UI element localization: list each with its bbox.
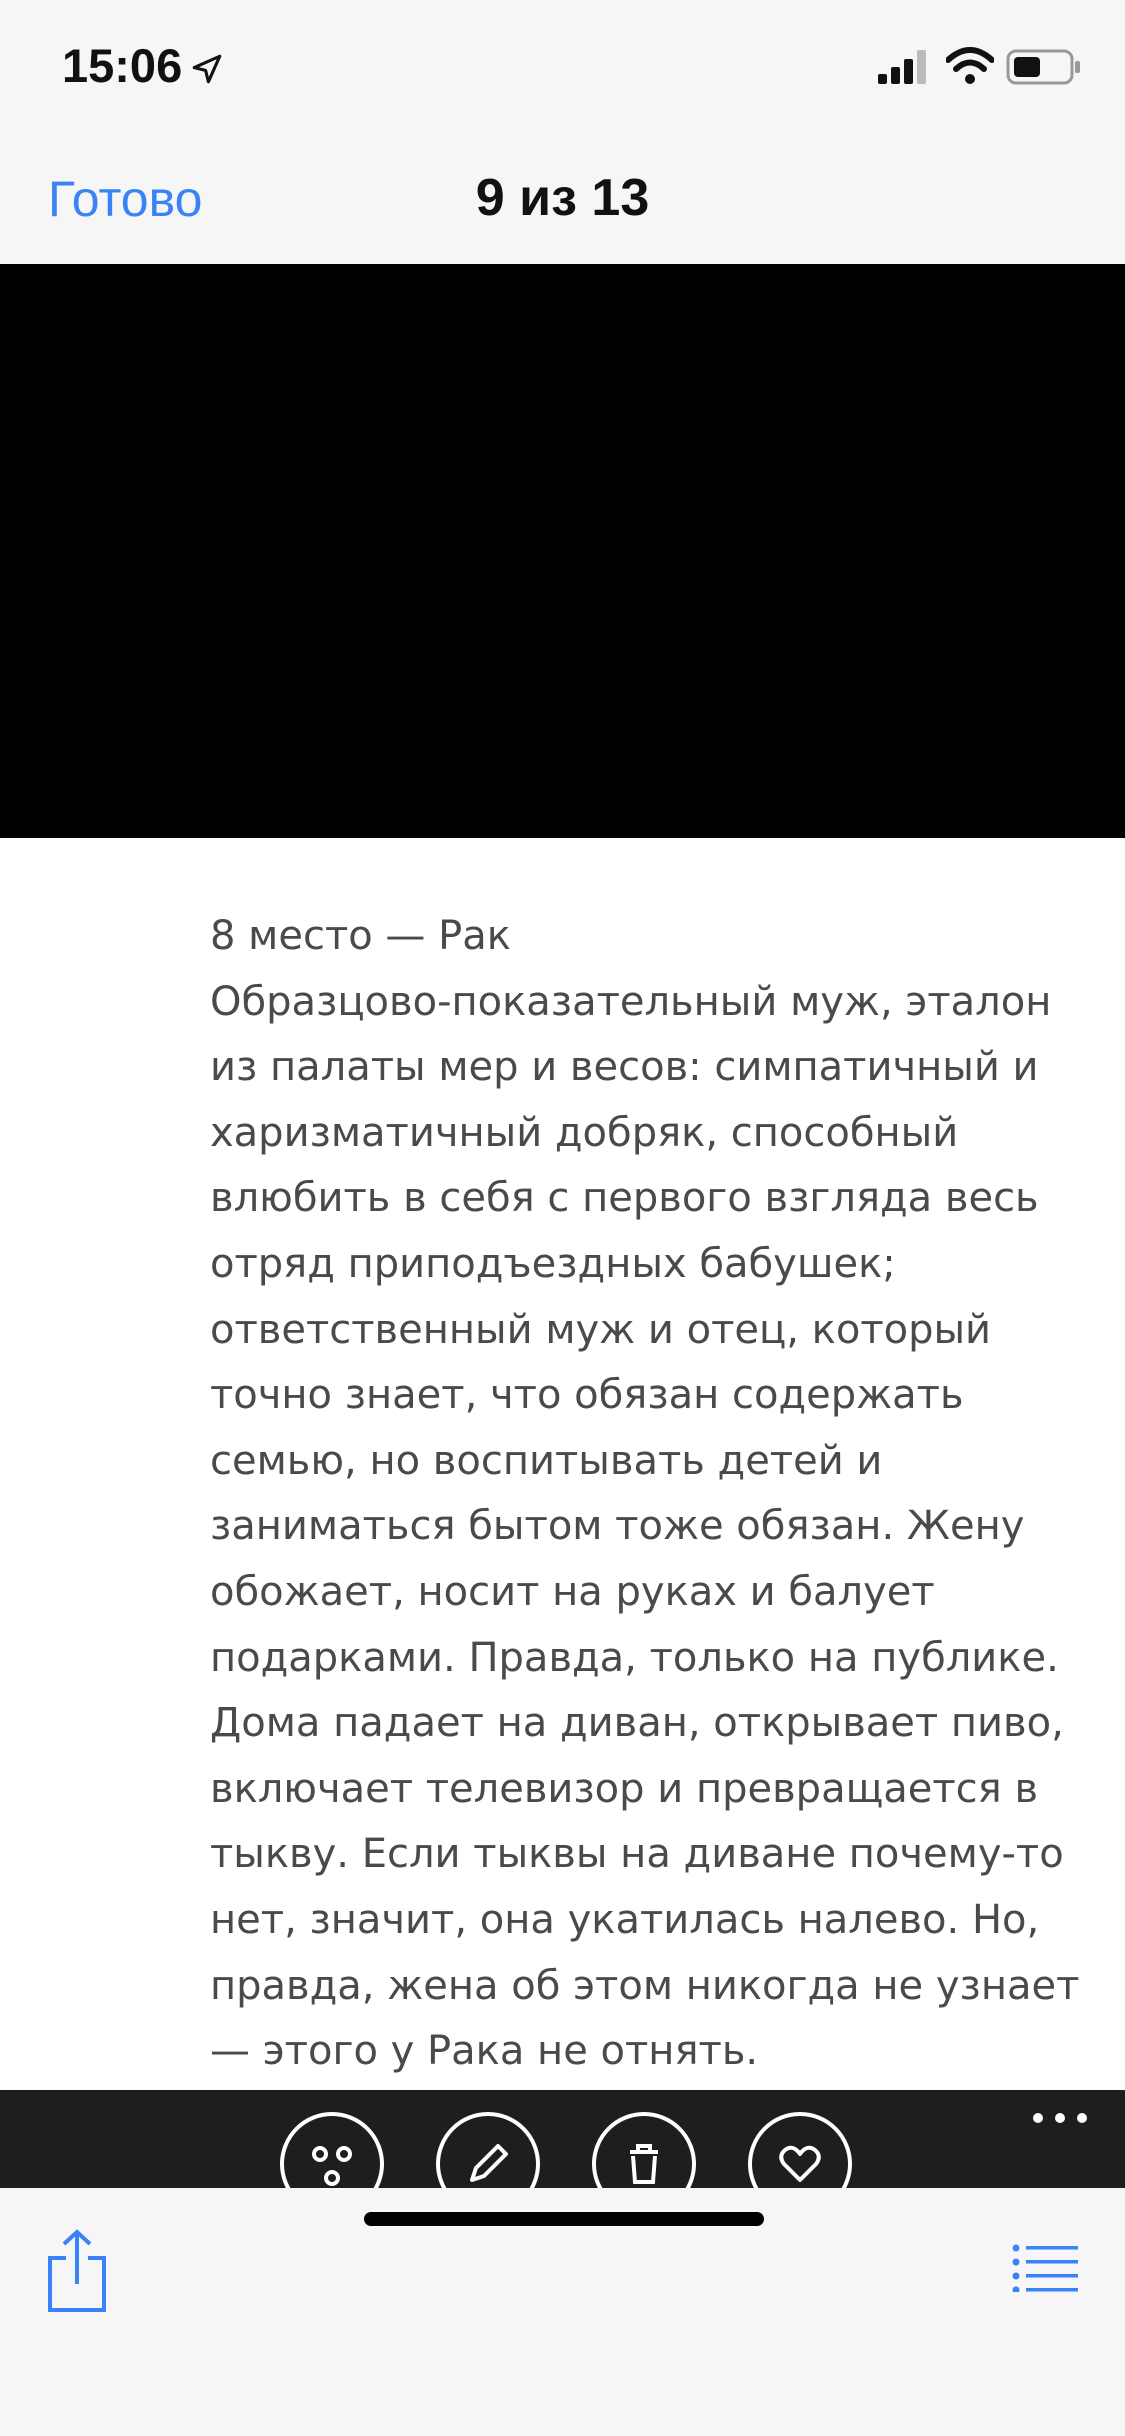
photo-text-line: отряд приподъездных бабушек; — [210, 1240, 896, 1287]
photo-text-line: тыкву. Если тыквы на диване почему-то — [210, 1831, 1064, 1878]
more-dots-icon[interactable] — [1030, 2108, 1090, 2128]
battery-icon — [1006, 48, 1082, 86]
photo-text-line: точно знает, что обязан содержать — [210, 1372, 964, 1419]
share-icon[interactable] — [46, 2228, 108, 2314]
photo-text-line: Дома падает на диван, открывает пиво, — [210, 1700, 1064, 1747]
photo-text-line: включает телевизор и превращается в — [210, 1765, 1039, 1812]
status-time: 15:06 — [62, 39, 183, 92]
photo-text-line: обожает, носит на руках и балует — [210, 1568, 935, 1615]
photo-text-line: семью, но воспитывать детей и — [210, 1437, 883, 1484]
photo-text — [210, 904, 1090, 2085]
photo-image[interactable] — [0, 264, 1125, 2086]
delete-button[interactable] — [592, 2112, 696, 2188]
photo-text-line: 8 место — Рак — [210, 913, 511, 959]
share-circle-button[interactable] — [280, 2112, 384, 2188]
page-title: 9 из 13 — [475, 169, 650, 227]
photo-text-line: правда, жена об этом никогда не узнает — [210, 1962, 1080, 2009]
heart-icon — [776, 2140, 824, 2188]
share-circle-icon — [308, 2140, 356, 2188]
location-arrow-icon — [190, 52, 224, 86]
photo-text-line: Образцово-показательный муж, эталон — [210, 978, 1052, 1025]
photo-text-line: из палаты мер и весов: симпатичный и — [210, 1044, 1039, 1091]
cellular-signal-icon — [878, 50, 930, 84]
photo-text-line: заниматься бытом тоже обязан. Жену — [210, 1503, 1025, 1550]
photo-text-line: подарками. Правда, только на публике. — [210, 1634, 1059, 1681]
photo-text-line: — этого у Рака не отнять. — [210, 2028, 759, 2075]
wifi-icon — [946, 46, 994, 86]
done-button[interactable]: Готово — [48, 171, 203, 227]
edit-button[interactable] — [436, 2112, 540, 2188]
photo-text-line: нет, значит, она укатилась налево. Но, — [210, 1896, 1040, 1943]
photo-text-line: влюбить в себя с первого взгляда весь — [210, 1175, 1039, 1222]
top-bar — [0, 0, 1125, 264]
photo-text-line: ответственный муж и отец, который — [210, 1306, 992, 1353]
edit-icon — [464, 2140, 512, 2188]
list-icon[interactable] — [1012, 2244, 1078, 2292]
image-toolbar — [0, 2090, 1125, 2188]
trash-icon — [620, 2140, 668, 2188]
home-indicator[interactable] — [364, 2212, 764, 2226]
photo-text-line: харизматичный добряк, способный — [210, 1109, 959, 1156]
favorite-button[interactable] — [748, 2112, 852, 2188]
